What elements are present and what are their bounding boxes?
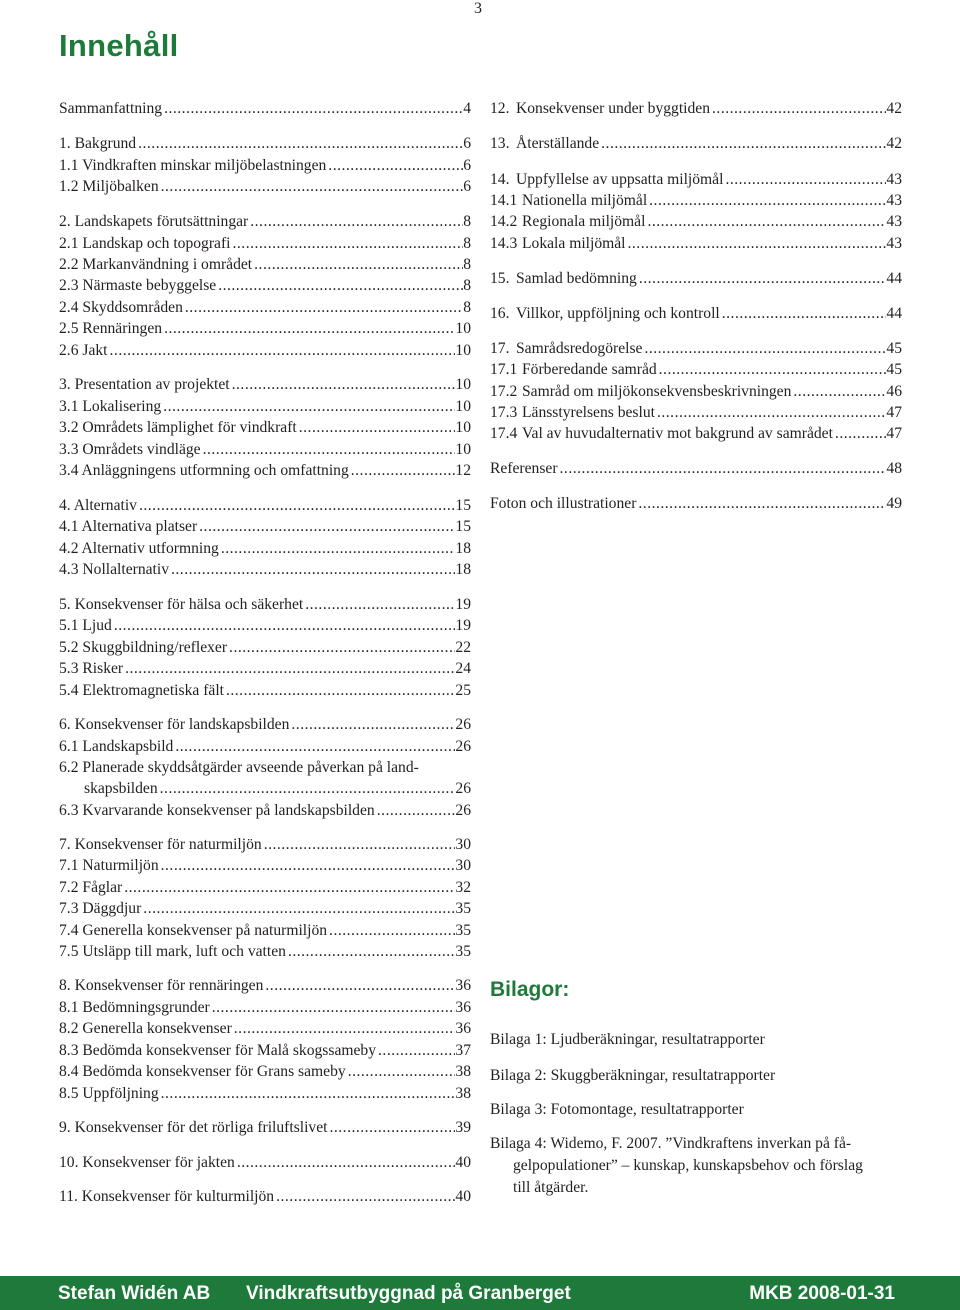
toc-entry[interactable]: 11. Konsekvenser för kulturmiljön ..... 40 xyxy=(59,1186,471,1207)
toc-entry[interactable]: 2.3 Närmaste bebyggelse ..... 8 xyxy=(59,275,471,296)
dot-leader xyxy=(197,516,455,537)
footer-company: Stefan Widén AB xyxy=(58,1283,211,1304)
dot-leader xyxy=(647,190,886,211)
footer-doc-id: MKB 2008-01-31 xyxy=(749,1283,895,1304)
toc-entry[interactable]: 5.3 Risker ..... 24 xyxy=(59,658,471,679)
dot-leader xyxy=(833,423,886,444)
dot-leader xyxy=(645,211,886,232)
toc-entry[interactable]: 7.4 Generella konsekvenser på naturmiljön ..... 35 xyxy=(59,920,471,941)
toc-entry[interactable]: 2.1 Landskap och topografi ..... 8 xyxy=(59,233,471,254)
toc-entry[interactable]: 17.4 Val av huvudalternativ mot bakgrund av samrådet ..... 47 xyxy=(490,423,902,444)
dot-leader xyxy=(123,658,455,679)
toc-entry[interactable]: 7.2 Fåglar ..... 32 xyxy=(59,877,471,898)
dot-leader xyxy=(112,615,456,636)
toc-entry[interactable]: 7.5 Utsläpp till mark, luft och vatten ..... 35 xyxy=(59,941,471,962)
toc-entry[interactable]: 12. Konsekvenser under byggtiden ..... 42 xyxy=(490,98,902,119)
toc-entry[interactable]: 1.1 Vindkraften minskar miljöbelastningen ..... 6 xyxy=(59,155,471,176)
toc-entry[interactable]: 3.1 Lokalisering ..... 10 xyxy=(59,396,471,417)
dot-leader xyxy=(137,495,455,516)
toc-entry[interactable]: 5.2 Skuggbildning/reflexer ..... 22 xyxy=(59,637,471,658)
toc-entry[interactable]: 5. Konsekvenser för hälsa och säkerhet ..... 19 xyxy=(59,594,471,615)
toc-entry[interactable]: 2.5 Rennäringen ..... 10 xyxy=(59,318,471,339)
dot-leader xyxy=(637,268,887,289)
toc-entry[interactable]: 9. Konsekvenser för det rörliga friluftslivet ..... 39 xyxy=(59,1117,471,1138)
dot-leader xyxy=(657,359,887,380)
toc-entry[interactable]: 8.5 Uppföljning ..... 38 xyxy=(59,1083,471,1104)
toc-entry[interactable]: 10. Konsekvenser för jakten ..... 40 xyxy=(59,1152,471,1173)
dot-leader xyxy=(375,800,456,821)
dot-leader xyxy=(286,941,455,962)
dot-leader xyxy=(141,898,455,919)
dot-leader xyxy=(720,303,887,324)
toc-entry[interactable]: 4.2 Alternativ utformning ..... 18 xyxy=(59,538,471,559)
toc-entry[interactable]: 5.1 Ljud ..... 19 xyxy=(59,615,471,636)
toc-entry[interactable]: 14. Uppfyllelse av uppsatta miljömål ..... 43 xyxy=(490,169,902,190)
dot-leader xyxy=(230,374,456,395)
dot-leader xyxy=(327,920,455,941)
dot-leader xyxy=(303,594,455,615)
dot-leader xyxy=(346,1061,456,1082)
toc-entry[interactable]: 1. Bakgrund ..... 6 xyxy=(59,133,471,154)
dot-leader xyxy=(710,98,886,119)
toc-entry[interactable]: 16. Villkor, uppföljning och kontroll ..... 44 xyxy=(490,303,902,324)
dot-leader xyxy=(183,297,463,318)
dot-leader xyxy=(262,834,456,855)
toc-entry[interactable]: 2.2 Markanvändning i området ..... 8 xyxy=(59,254,471,275)
dot-leader xyxy=(162,318,455,339)
toc-entry[interactable]: 7.1 Naturmiljön ..... 30 xyxy=(59,855,471,876)
toc-entry[interactable]: 4.1 Alternativa platser ..... 15 xyxy=(59,516,471,537)
footer-project: Vindkraftsutbyggnad på Granberget xyxy=(246,1283,571,1304)
toc-entry[interactable]: 15. Samlad bedömning ..... 44 xyxy=(490,268,902,289)
dot-leader xyxy=(791,381,886,402)
toc-entry[interactable]: 17.2 Samråd om miljökonsekvensbeskrivningen ..... 46 xyxy=(490,381,902,402)
bilagor-heading: Bilagor: xyxy=(490,978,570,1001)
dot-leader xyxy=(636,493,886,514)
dot-leader xyxy=(122,877,455,898)
toc-entry[interactable]: 17. Samrådsredogörelse ..... 45 xyxy=(490,338,902,359)
toc-entry[interactable]: 3.4 Anläggningens utformning och omfattning ..... 12 xyxy=(59,460,471,481)
dot-leader xyxy=(158,778,456,799)
dot-leader xyxy=(173,736,455,757)
toc-entry[interactable]: 6. Konsekvenser för landskapsbilden ..... 26 xyxy=(59,714,471,735)
dot-leader xyxy=(227,637,455,658)
toc-entry[interactable]: 14.1 Nationella miljömål ..... 43 xyxy=(490,190,902,211)
toc-entry[interactable]: 7.3 Däggdjur ..... 35 xyxy=(59,898,471,919)
dot-leader xyxy=(263,975,455,996)
toc-entry[interactable]: 17.3 Länsstyrelsens beslut ..... 47 xyxy=(490,402,902,423)
dot-leader xyxy=(201,439,456,460)
toc-entry[interactable]: 8. Konsekvenser för rennäringen ..... 36 xyxy=(59,975,471,996)
toc-entry[interactable]: 8.4 Bedömda konsekvenser för Grans sameby ..... 38 xyxy=(59,1061,471,1082)
toc-entry[interactable]: 13. Återställande ..... 42 xyxy=(490,133,902,154)
toc-entry[interactable]: Sammanfattning ..... 4 xyxy=(59,98,471,119)
dot-leader xyxy=(159,176,464,197)
toc-entry[interactable]: Foton och illustrationer ..... 49 xyxy=(490,493,902,514)
toc-entry[interactable]: 2.4 Skyddsområden ..... 8 xyxy=(59,297,471,318)
toc-entry[interactable]: 8.3 Bedömda konsekvenser för Malå skogssameby ..... 37 xyxy=(59,1040,471,1061)
dot-leader xyxy=(235,1152,456,1173)
toc-entry[interactable]: 8.1 Bedömningsgrunder ..... 36 xyxy=(59,997,471,1018)
page-number: 3 xyxy=(474,0,482,17)
toc-entry[interactable]: 5.4 Elektromagnetiska fält ..... 25 xyxy=(59,680,471,701)
toc-entry[interactable]: 14.2 Regionala miljömål ..... 43 xyxy=(490,211,902,232)
dot-leader xyxy=(169,559,455,580)
toc-entry[interactable]: Referenser ..... 48 xyxy=(490,458,902,479)
toc-entry-multiline[interactable]: 6.2 Planerade skyddsåtgärder avseende påverkan på land- skapsbilden ..... 26 xyxy=(59,757,471,799)
toc-entry[interactable]: 3. Presentation av projektet ..... 10 xyxy=(59,374,471,395)
toc-entry[interactable]: 1.2 Miljöbalken ..... 6 xyxy=(59,176,471,197)
toc-entry[interactable]: 17.1 Förberedande samråd ..... 45 xyxy=(490,359,902,380)
dot-leader xyxy=(232,1018,456,1039)
dot-leader xyxy=(224,680,455,701)
dot-leader xyxy=(162,98,463,119)
dot-leader xyxy=(159,1083,456,1104)
page-title: Innehåll xyxy=(59,28,179,63)
dot-leader xyxy=(327,1117,455,1138)
dot-leader xyxy=(655,402,886,423)
dot-leader xyxy=(626,233,887,254)
toc-entry[interactable]: 7. Konsekvenser för naturmiljön ..... 30 xyxy=(59,834,471,855)
bilaga-item[interactable]: Bilaga 3: Fotomontage, resultatrapporter xyxy=(490,1101,744,1118)
bilaga-item-4[interactable]: Bilaga 4: Widemo, F. 2007. ”Vindkraftens inverkan på få- gelpopulationer” – kunskap, kunskapsbehov och förslag till åtgärder. xyxy=(490,1135,863,1196)
dot-leader xyxy=(108,340,456,361)
dot-leader xyxy=(248,211,463,232)
dot-leader xyxy=(326,155,463,176)
toc-entry[interactable]: 3.3 Områdets vindläge ..... 10 xyxy=(59,439,471,460)
bilaga-item[interactable]: Bilaga 1: Ljudberäkningar, resultatrapporter xyxy=(490,1031,765,1048)
dot-leader xyxy=(297,417,456,438)
toc-entry[interactable]: 8.2 Generella konsekvenser ..... 36 xyxy=(59,1018,471,1039)
dot-leader xyxy=(349,460,456,481)
dot-leader xyxy=(219,538,456,559)
toc-entry[interactable]: 2.6 Jakt ..... 10 xyxy=(59,340,471,361)
dot-leader xyxy=(723,169,886,190)
dot-leader xyxy=(376,1040,455,1061)
toc-entry[interactable]: 6.1 Landskapsbild ..... 26 xyxy=(59,736,471,757)
dot-leader xyxy=(252,254,463,275)
toc-entry[interactable]: 6.3 Kvarvarande konsekvenser på landskapsbilden ..... 26 xyxy=(59,800,471,821)
toc-entry[interactable]: 3.2 Områdets lämplighet för vindkraft ..... 10 xyxy=(59,417,471,438)
toc-entry[interactable]: 14.3 Lokala miljömål ..... 43 xyxy=(490,233,902,254)
toc-entry[interactable]: 4. Alternativ ..... 15 xyxy=(59,495,471,516)
dot-leader xyxy=(642,338,886,359)
dot-leader xyxy=(210,997,456,1018)
toc-entry[interactable]: 4.3 Nollalternativ ..... 18 xyxy=(59,559,471,580)
dot-leader xyxy=(558,458,887,479)
footer-bar xyxy=(0,1276,960,1310)
dot-leader xyxy=(159,855,456,876)
toc-entry[interactable]: 2. Landskapets förutsättningar ..... 8 xyxy=(59,211,471,232)
dot-leader xyxy=(136,133,463,154)
dot-leader xyxy=(231,233,464,254)
dot-leader xyxy=(161,396,455,417)
dot-leader xyxy=(599,133,886,154)
dot-leader xyxy=(289,714,455,735)
dot-leader xyxy=(274,1186,455,1207)
bilaga-item[interactable]: Bilaga 2: Skuggberäkningar, resultatrapporter xyxy=(490,1067,776,1084)
dot-leader xyxy=(216,275,463,296)
